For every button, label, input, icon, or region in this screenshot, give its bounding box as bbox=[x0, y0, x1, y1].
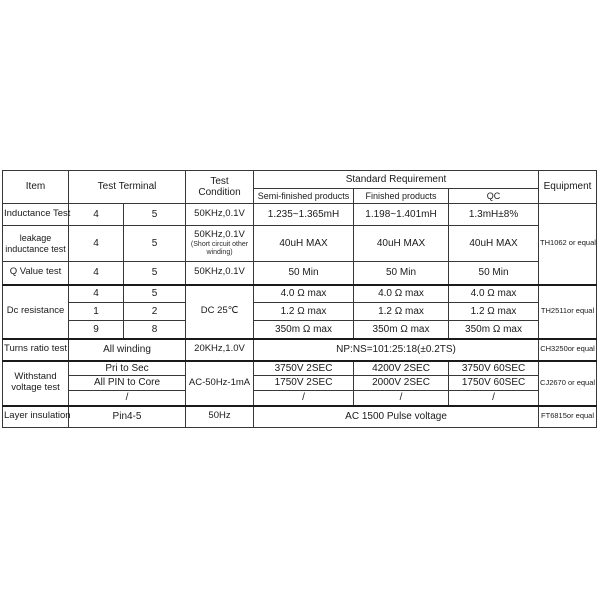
cell-dc3-terminal-b: 8 bbox=[124, 321, 186, 339]
cell-withstand2-terminal: All PIN to Core bbox=[69, 376, 186, 391]
cell-qvalue-semi: 50 Min bbox=[254, 262, 354, 285]
cell-dc3-terminal-a: 9 bbox=[69, 321, 124, 339]
cell-dc3-qc: 350m Ω max bbox=[449, 321, 539, 339]
cell-withstand2-finished: 2000V 2SEC bbox=[354, 376, 449, 391]
cell-qvalue-qc: 50 Min bbox=[449, 262, 539, 285]
cell-dc2-qc: 1.2 Ω max bbox=[449, 303, 539, 321]
cell-dc2-finished: 1.2 Ω max bbox=[354, 303, 449, 321]
cell-inductance-finished: 1.198~1.401mH bbox=[354, 204, 449, 226]
row-withstand-3 bbox=[3, 391, 597, 406]
row-layer-insulation bbox=[3, 406, 597, 428]
cell-qvalue-terminal-a: 4 bbox=[69, 262, 124, 285]
row-inductance-test bbox=[3, 204, 597, 226]
cell-dc1-finished: 4.0 Ω max bbox=[354, 285, 449, 303]
cell-dc3-semi: 350m Ω max bbox=[254, 321, 354, 339]
cell-leakage-item: leakage inductance test bbox=[3, 226, 69, 262]
cell-turns-requirement: NP:NS=101:25:18(±0.2TS) bbox=[254, 339, 539, 361]
cell-dc2-semi: 1.2 Ω max bbox=[254, 303, 354, 321]
cell-layer-terminal: Pin4-5 bbox=[69, 406, 186, 428]
cell-withstand2-qc: 1750V 60SEC bbox=[449, 376, 539, 391]
cell-withstand1-terminal: Pri to Sec bbox=[69, 361, 186, 376]
cell-layer-item: Layer insulation bbox=[3, 406, 69, 428]
row-withstand-1 bbox=[3, 361, 597, 376]
cell-qvalue-terminal-b: 5 bbox=[124, 262, 186, 285]
leakage-condition-note: (Short circuit other winding) bbox=[190, 241, 249, 256]
cell-dc-item: Dc resistance bbox=[3, 285, 69, 339]
cell-withstand1-finished: 4200V 2SEC bbox=[354, 361, 449, 376]
cell-equipment-dc-resistance: TH2511or equal bbox=[539, 285, 597, 339]
cell-inductance-semi: 1.235~1.365mH bbox=[254, 204, 354, 226]
col-header-test-terminal: Test Terminal bbox=[69, 171, 186, 204]
cell-withstand2-semi: 1750V 2SEC bbox=[254, 376, 354, 391]
col-header-qc: QC bbox=[449, 189, 539, 204]
cell-equipment-layer-insulation: FT6815or equal bbox=[539, 406, 597, 428]
row-dc-resistance-2 bbox=[3, 303, 597, 321]
cell-withstand3-terminal: / bbox=[69, 391, 186, 406]
cell-turns-condition: 20KHz,1.0V bbox=[186, 339, 254, 361]
cell-turns-terminal: All winding bbox=[69, 339, 186, 361]
cell-dc1-terminal-b: 5 bbox=[124, 285, 186, 303]
cell-dc2-terminal-a: 1 bbox=[69, 303, 124, 321]
row-withstand-2 bbox=[3, 376, 597, 391]
cell-leakage-semi: 40uH MAX bbox=[254, 226, 354, 262]
cell-leakage-finished: 40uH MAX bbox=[354, 226, 449, 262]
cell-inductance-condition: 50KHz,0.1V bbox=[186, 204, 254, 226]
row-q-value-test bbox=[3, 262, 597, 285]
cell-leakage-condition bbox=[186, 226, 254, 262]
cell-leakage-terminal-a: 4 bbox=[69, 226, 124, 262]
cell-withstand3-finished: / bbox=[354, 391, 449, 406]
cell-dc3-finished: 350m Ω max bbox=[354, 321, 449, 339]
col-header-finished: Finished products bbox=[354, 189, 449, 204]
cell-dc2-terminal-b: 2 bbox=[124, 303, 186, 321]
row-dc-resistance-1 bbox=[3, 285, 597, 303]
row-leakage-inductance-test bbox=[3, 226, 597, 262]
leakage-condition-main: 50KHz,0.1V bbox=[194, 229, 245, 241]
row-dc-resistance-3 bbox=[3, 321, 597, 339]
cell-qvalue-condition: 50KHz,0.1V bbox=[186, 262, 254, 285]
cell-withstand-item: Withstand voltage test bbox=[3, 361, 69, 406]
cell-dc1-semi: 4.0 Ω max bbox=[254, 285, 354, 303]
cell-inductance-terminal-b: 5 bbox=[124, 204, 186, 226]
cell-withstand3-qc: / bbox=[449, 391, 539, 406]
cell-equipment-inductance-group: TH1062 or equal bbox=[539, 204, 597, 285]
cell-leakage-qc: 40uH MAX bbox=[449, 226, 539, 262]
cell-inductance-terminal-a: 4 bbox=[69, 204, 124, 226]
row-turns-ratio-test bbox=[3, 339, 597, 361]
cell-withstand1-semi: 3750V 2SEC bbox=[254, 361, 354, 376]
cell-withstand-condition: AC-50Hz-1mA bbox=[186, 361, 254, 406]
cell-qvalue-item: Q Value test bbox=[3, 262, 69, 285]
col-header-item: Item bbox=[3, 171, 69, 204]
test-spec-table bbox=[2, 170, 597, 428]
cell-withstand1-qc: 3750V 60SEC bbox=[449, 361, 539, 376]
col-header-standard-requirement: Standard Requirement bbox=[254, 171, 539, 189]
cell-qvalue-finished: 50 Min bbox=[354, 262, 449, 285]
cell-dc-condition: DC 25℃ bbox=[186, 285, 254, 339]
cell-inductance-qc: 1.3mH±8% bbox=[449, 204, 539, 226]
header-row-1 bbox=[3, 171, 597, 189]
cell-leakage-terminal-b: 5 bbox=[124, 226, 186, 262]
cell-layer-condition: 50Hz bbox=[186, 406, 254, 428]
col-header-equipment: Equipment bbox=[539, 171, 597, 204]
cell-layer-requirement: AC 1500 Pulse voltage bbox=[254, 406, 539, 428]
cell-withstand3-semi: / bbox=[254, 391, 354, 406]
cell-inductance-item: Inductance Test bbox=[3, 204, 69, 226]
col-header-test-condition: Test Condition bbox=[186, 171, 254, 204]
cell-equipment-withstand: CJ2670 or equal bbox=[539, 361, 597, 406]
cell-dc1-qc: 4.0 Ω max bbox=[449, 285, 539, 303]
cell-dc1-terminal-a: 4 bbox=[69, 285, 124, 303]
cell-turns-item: Turns ratio test bbox=[3, 339, 69, 361]
cell-equipment-turns-ratio: CH3250or equal bbox=[539, 339, 597, 361]
col-header-semi-finished: Semi-finished products bbox=[254, 189, 354, 204]
